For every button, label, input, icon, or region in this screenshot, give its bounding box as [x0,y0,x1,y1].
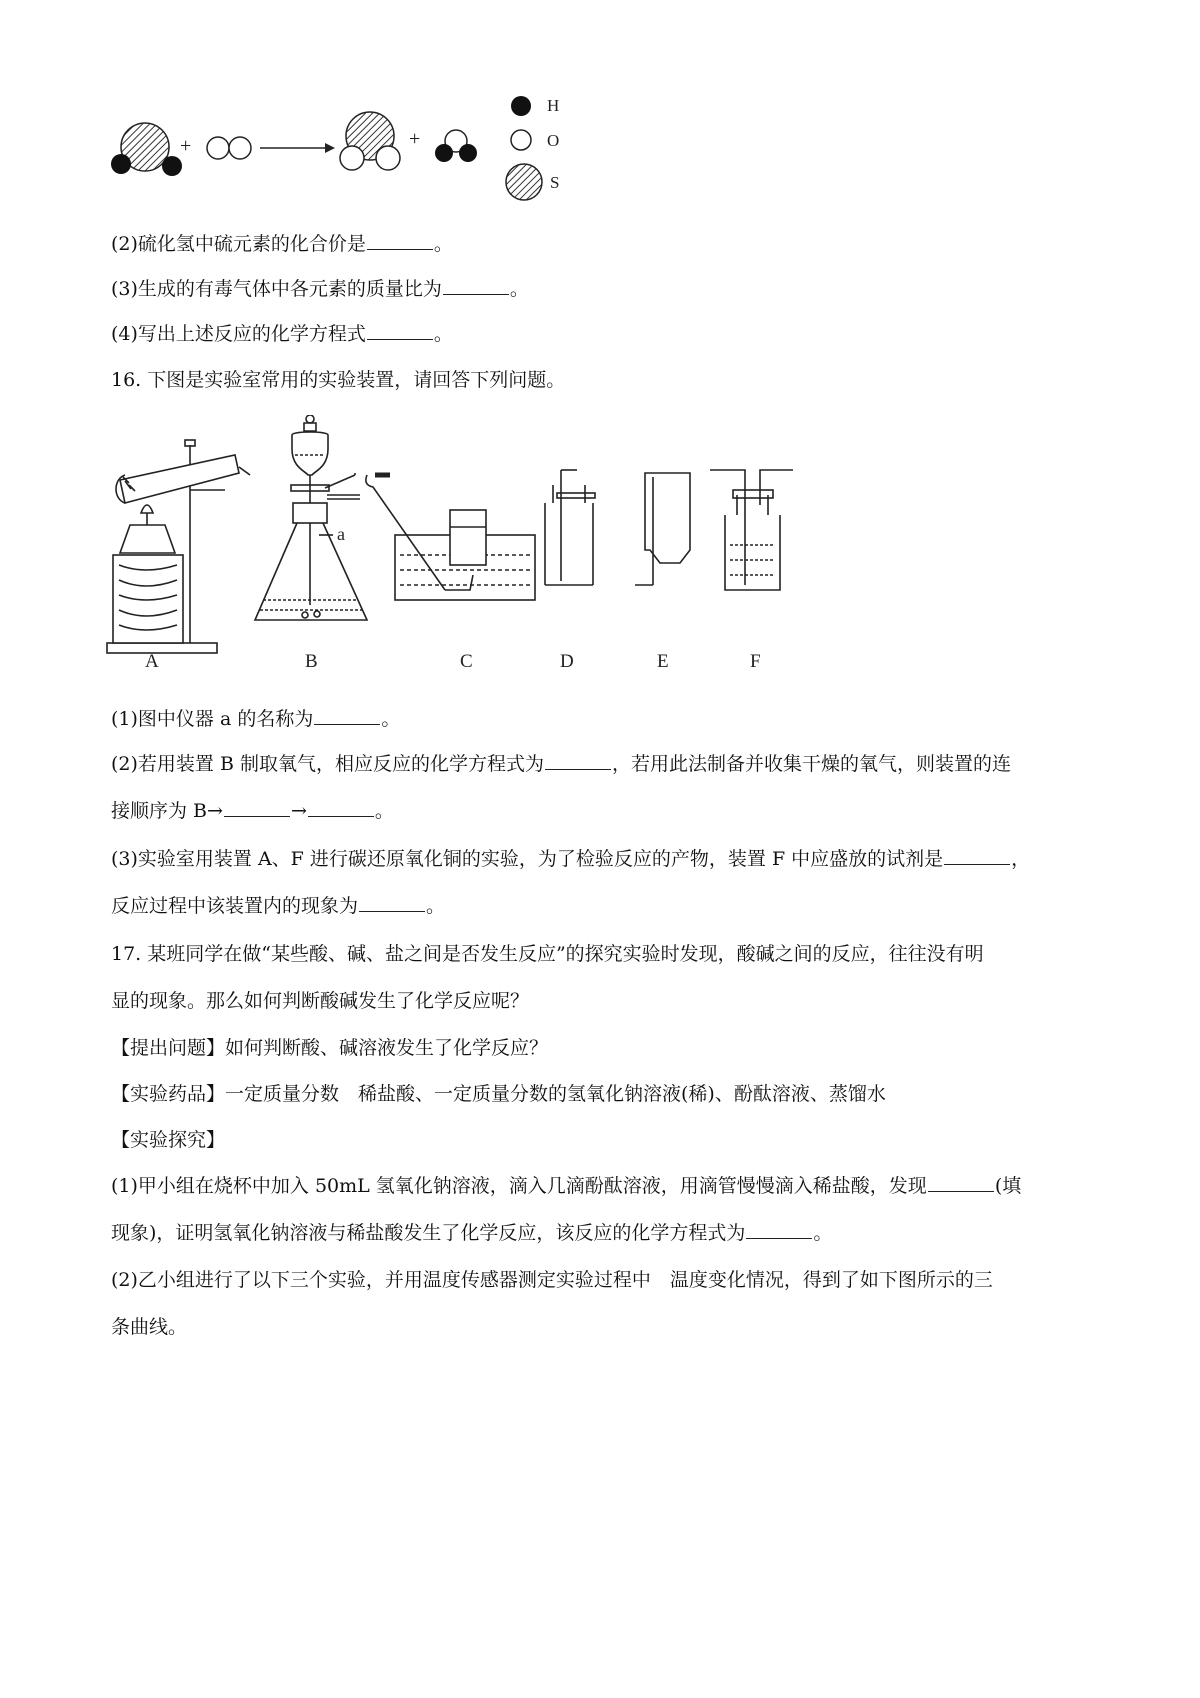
q16-part1: (1)图中仪器 a 的名称为 。 [111,708,401,730]
q17-part2-line2: 条曲线。 [111,1316,188,1338]
apparatus-c [366,475,535,600]
answer-blank[interactable] [944,846,1010,865]
plus-sign-2: + [409,128,421,150]
q16-part2-line2: 接顺序为 B→ → 。 [111,800,394,822]
answer-blank[interactable] [545,751,611,770]
svg-text:C: C [460,651,473,672]
apparatus-b [255,415,367,620]
svg-text:A: A [145,651,159,672]
apparatus-a [107,440,250,653]
label-a: a [337,524,345,544]
apparatus-labels [145,651,761,672]
apparatus-f [710,470,793,590]
lab-apparatus-diagram [105,415,875,685]
answer-blank[interactable] [367,321,433,340]
answer-blank[interactable] [928,1173,994,1192]
answer-blank[interactable] [314,706,380,725]
reaction-arrow [260,143,335,153]
svg-text:O: O [547,131,560,150]
svg-text:E: E [657,651,669,672]
q16-part2-line1: (2)若用装置 B 制取氧气，相应反应的化学方程式为 ，若用此法制备并收集干燥的氧气，则装置的连 [111,753,1011,775]
q17-part2-line1: (2)乙小组进行了以下三个实验，并用温度传感器测定实验过程中 温度变化情况，得到了如下图所示的三 [111,1269,993,1291]
q16-part3-line2: 反应过程中该装置内的现象为 。 [111,895,446,917]
q16-stem: 16. 下图是实验室常用的实验装置，请回答下列问题。 [111,369,566,391]
answer-blank[interactable] [359,893,425,912]
svg-text:F: F [750,651,761,672]
answer-blank[interactable] [746,1220,812,1239]
answer-blank[interactable] [443,276,509,295]
svg-text:S: S [550,173,560,192]
apparatus-e [635,473,690,585]
svg-text:D: D [560,651,574,672]
molecule-reaction-diagram [100,88,620,213]
o2-molecule [207,137,251,159]
apparatus-d [545,470,595,585]
q15-part2: (2)硫化氢中硫元素的化合价是 。 [111,233,453,255]
svg-text:H: H [547,96,560,115]
q16-part3-line1: (3)实验室用装置 A、F 进行碳还原氧化铜的实验，为了检验反应的产物，装置 F 中应盛放的试剂是 ， [111,848,1031,870]
q17-question: 【提出问题】如何判断酸、碱溶液发生了化学反应？ [111,1037,549,1059]
q15-part3: (3)生成的有毒气体中各元素的质量比为 。 [111,278,529,300]
q17-explore-heading: 【实验探究】 [111,1129,226,1151]
answer-blank[interactable] [224,798,290,817]
q17-part1-line1: (1)甲小组在烧杯中加入 50mL 氢氧化钠溶液，滴入几滴酚酞溶液，用滴管慢慢滴入稀盐酸，发现 (填 [111,1175,1022,1197]
q17-part1-line2: 现象)，证明氢氧化钠溶液与稀盐酸发生了化学反应，该反应的化学方程式为 。 [111,1222,833,1244]
plus-sign-1: + [180,135,192,157]
q15-part4: (4)写出上述反应的化学方程式 。 [111,323,453,345]
q17-stem-line2: 显的现象。那么如何判断酸碱发生了化学反应呢？ [111,990,530,1012]
q17-reagents: 【实验药品】一定质量分数 稀盐酸、一定质量分数的氢氧化钠溶液(稀)、酚酞溶液、蒸馏水 [111,1083,886,1105]
answer-blank[interactable] [308,798,374,817]
answer-blank[interactable] [367,231,433,250]
h2o-molecule [435,130,477,162]
h2s-molecule [111,123,182,176]
q17-stem-line1: 17. 某班同学在做“某些酸、碱、盐之间是否发生反应”的探究实验时发现，酸碱之间的反应，往往没有明 [111,943,984,965]
atom-legend [506,96,559,200]
svg-text:B: B [305,651,318,672]
so2-molecule [340,112,400,170]
